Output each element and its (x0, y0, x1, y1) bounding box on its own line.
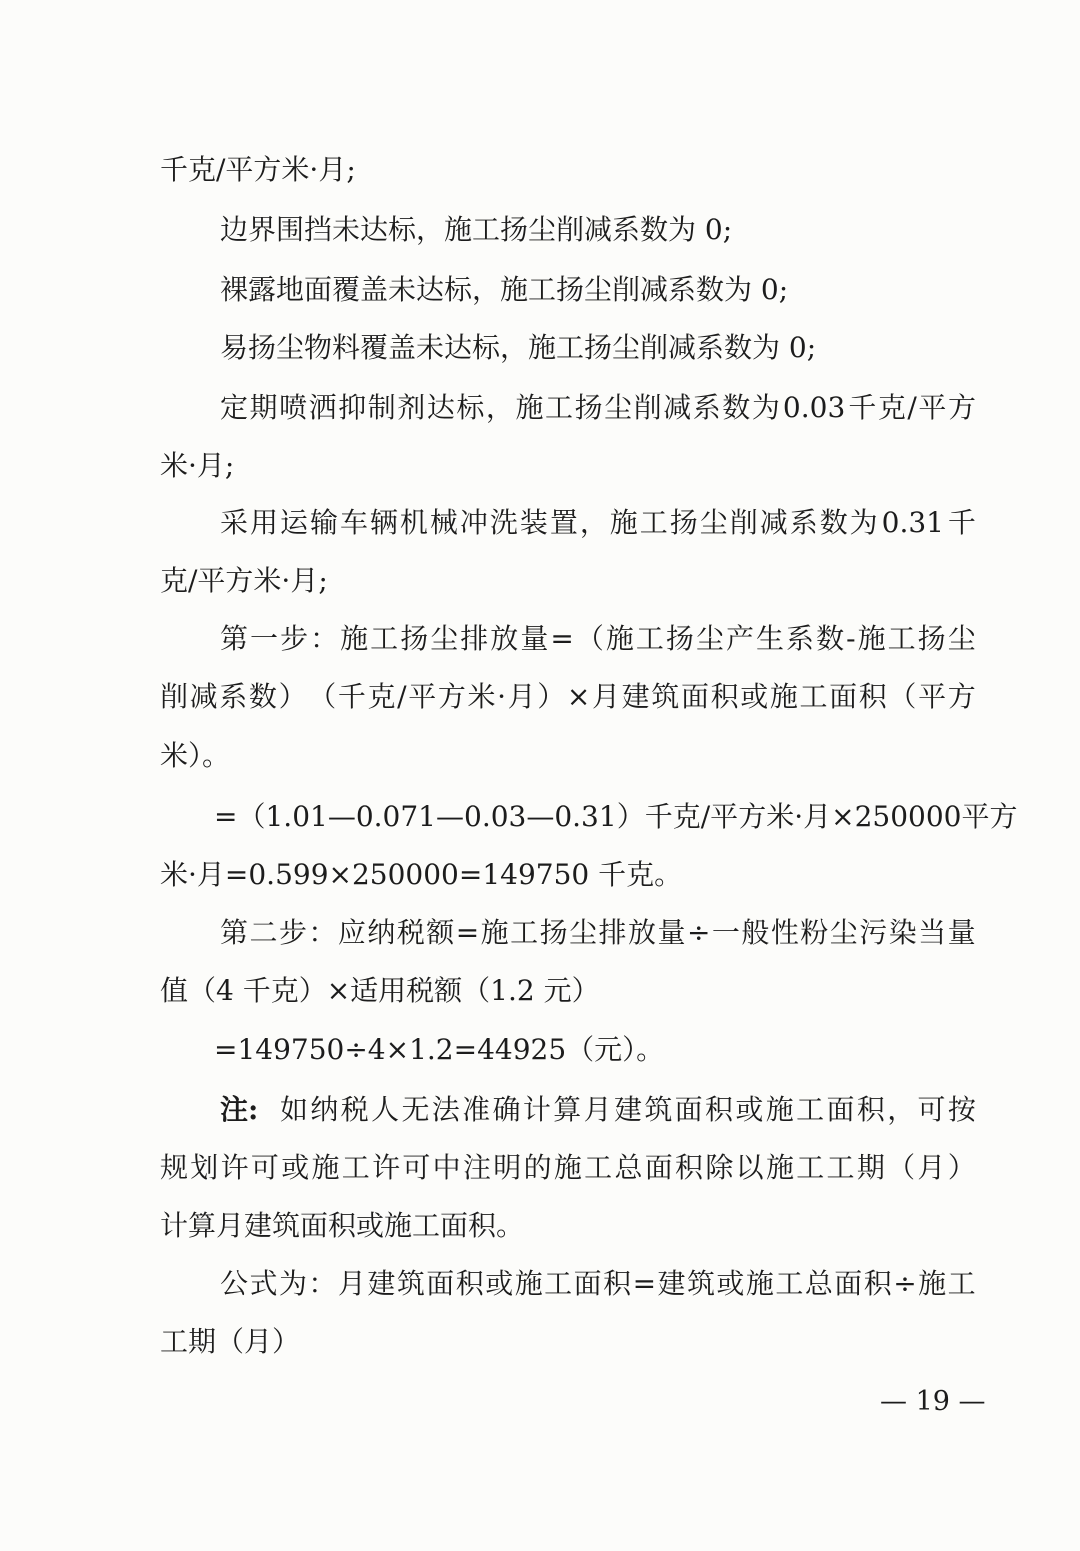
text-line (0, 1092, 1080, 1128)
text-line (0, 505, 1080, 541)
note-label: 注: (220, 1093, 259, 1126)
line-text: 值（4 千克）×适用税额（1.2 元） (160, 974, 600, 1007)
text-line (0, 1208, 1080, 1244)
line-text: 规 划 许 可 或 施 工 许 可 中 注 明 的 施 工 总 面 积 除 以 施 工 工 期 （ 月 ） (160, 1151, 976, 1184)
line-text: 米）。 (160, 739, 231, 772)
text-line (0, 152, 1080, 188)
text-line (0, 679, 1080, 715)
text-line (0, 738, 1080, 774)
text-line (0, 272, 1080, 308)
text-line (0, 563, 1080, 599)
line-text: 采 用 运 输 车 辆 机 械 冲 洗 装 置 ， 施 工 扬 尘 削 减 系 数 为 0.31 千 (220, 506, 976, 539)
line-text: 米·月=0.599×250000=149750 千克。 (160, 858, 683, 891)
text-line (0, 1150, 1080, 1186)
line-text: 边界围挡未达标，施工扬尘削减系数为 0; (220, 213, 733, 246)
text-line (0, 915, 1080, 951)
line-text: 定 期 喷 洒 抑 制 剂 达 标 ， 施 工 扬 尘 削 减 系 数 为 0.03 千 克 / 平 方 (220, 391, 976, 424)
text-line (0, 973, 1080, 1009)
text-line (0, 212, 1080, 248)
text-line (0, 390, 1080, 426)
text-line (0, 1324, 1080, 1360)
line-text: 米·月; (160, 449, 235, 482)
line-text: 克/平方米·月; (160, 564, 328, 597)
line-text: 千克/平方米·月; (160, 153, 356, 186)
text-line (0, 857, 1080, 893)
line-text: = （ 1.01 — 0.071 — 0.03 — 0.31 ） 千 克 / 平 方 米 · 月 × 250000 平 方 (214, 800, 1018, 833)
line-text: 工期（月） (160, 1325, 301, 1358)
line-text: 公 式 为 ： 月 建 筑 面 积 或 施 工 面 积 = 建 筑 或 施 工 总 面 积 ÷ 施 工 (220, 1267, 976, 1300)
line-text: 计算月建筑面积或施工面积。 (160, 1209, 525, 1242)
line-text: 裸露地面覆盖未达标，施工扬尘削减系数为 0; (220, 273, 789, 306)
text-line (0, 1266, 1080, 1302)
line-text: 易扬尘物料覆盖未达标，施工扬尘削减系数为 0; (220, 331, 817, 364)
text-line (0, 448, 1080, 484)
line-text: =149750÷4×1.2=44925（元）。 (214, 1033, 665, 1066)
text-line (0, 330, 1080, 366)
text-line (0, 1032, 1080, 1068)
line-text: 第 一 步 ： 施 工 扬 尘 排 放 量 = （ 施 工 扬 尘 产 生 系 数 - 施 工 扬 尘 (220, 622, 976, 655)
text-line (0, 621, 1080, 657)
line-text: 削 减 系 数 ） （ 千 克 / 平 方 米 · 月 ） × 月 建 筑 面 积 或 施 工 面 积 （ 平 方 (160, 680, 976, 713)
text-line (0, 799, 1080, 835)
line-text: 第 二 步 ： 应 纳 税 额 = 施 工 扬 尘 排 放 量 ÷ 一 般 性 粉 尘 污 染 当 量 (220, 916, 976, 949)
page-number: — 19 — (880, 1386, 986, 1417)
line-text: 如 纳 税 人 无 法 准 确 计 算 月 建 筑 面 积 或 施 工 面 积 ， 可 按 (280, 1093, 976, 1126)
